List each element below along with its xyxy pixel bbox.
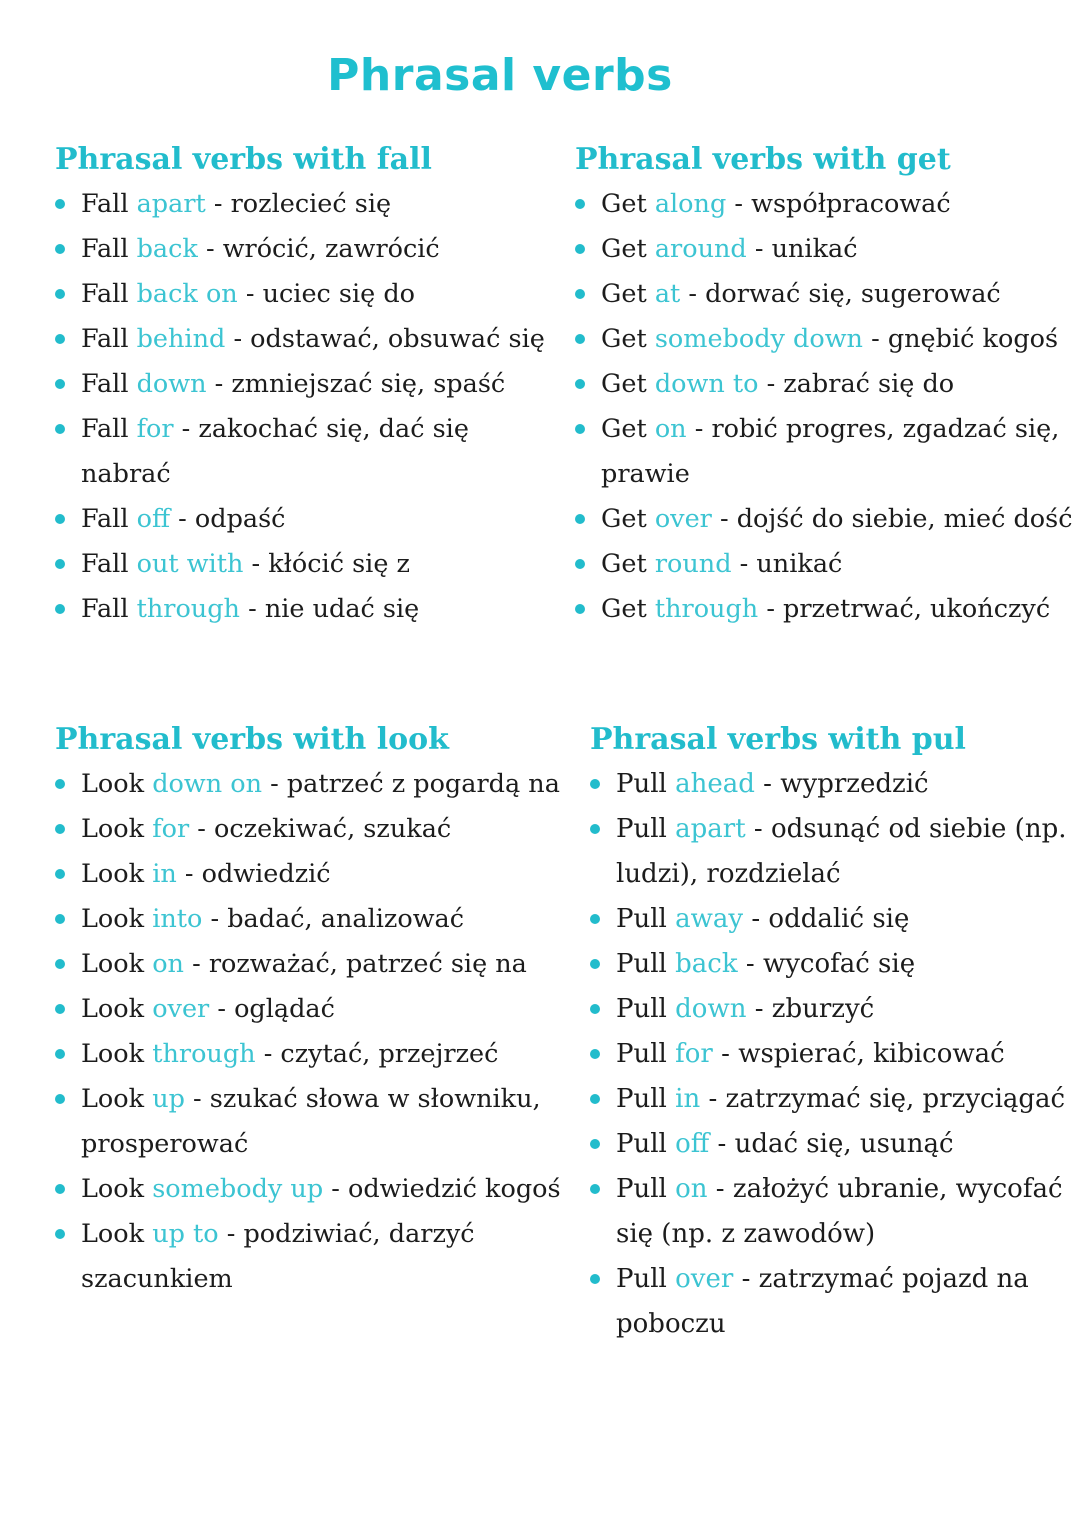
particle-word: away — [675, 904, 744, 934]
polish-meaning: odwiedzić — [201, 859, 331, 889]
verb-word: Fall — [81, 279, 129, 309]
dash-separator: - — [176, 859, 202, 889]
dash-separator: - — [189, 814, 215, 844]
polish-meaning: zatrzymać pojazd na poboczu — [616, 1264, 1029, 1339]
verb-word: Fall — [81, 549, 129, 579]
particle-word: ahead — [675, 769, 755, 799]
list-item — [55, 227, 565, 272]
list-item — [55, 1032, 575, 1077]
polish-meaning: rozważać, patrzeć się na — [208, 949, 527, 979]
dash-separator: - — [262, 769, 287, 799]
verb-word: Look — [81, 904, 145, 934]
dash-separator: - — [255, 1039, 281, 1069]
list-item — [590, 897, 1070, 942]
particle-word: somebody up — [152, 1174, 324, 1204]
list-item — [55, 272, 565, 317]
verb-word: Get — [601, 324, 647, 354]
particle-word: over — [152, 994, 210, 1024]
polish-meaning: uciec się do — [262, 279, 416, 309]
dash-separator: - — [712, 1039, 739, 1069]
verb-word: Get — [601, 234, 647, 264]
list-item — [55, 587, 565, 632]
verb-word: Pull — [616, 1174, 667, 1204]
section-heading-get: Phrasal verbs with get — [575, 142, 951, 177]
section-pull — [590, 720, 1070, 1347]
particle-word: back — [675, 949, 738, 979]
verb-word: Get — [601, 594, 647, 624]
list-item — [590, 762, 1070, 807]
particle-word: through — [654, 594, 759, 624]
dash-separator: - — [173, 414, 199, 444]
verb-word: Pull — [616, 949, 667, 979]
polish-meaning: zatrzymać się, przyciągać — [725, 1084, 1066, 1114]
polish-meaning: dojść do siebie, mieć dość — [736, 504, 1073, 534]
polish-meaning: wspierać, kibicować — [738, 1039, 1005, 1069]
polish-meaning: odpaść — [194, 504, 286, 534]
polish-meaning: podziwiać, darzyć szacunkiem — [81, 1219, 475, 1294]
list-item — [55, 987, 575, 1032]
list-item — [575, 182, 1075, 227]
dash-separator: - — [709, 1129, 735, 1159]
polish-meaning: dorwać się, sugerować — [705, 279, 1001, 309]
particle-word: somebody down — [654, 324, 863, 354]
dash-separator: - — [754, 769, 781, 799]
polish-meaning: zakochać się, dać się nabrać — [81, 414, 469, 489]
list-item — [55, 362, 565, 407]
verb-word: Get — [601, 504, 647, 534]
polish-meaning: oddalić się — [768, 904, 910, 934]
verb-word: Fall — [81, 189, 129, 219]
list-item — [575, 497, 1075, 542]
particle-word: through — [152, 1039, 256, 1069]
verb-word: Fall — [81, 234, 129, 264]
verb-word: Look — [81, 1039, 145, 1069]
verb-word: Get — [601, 414, 647, 444]
verb-word: Look — [81, 1084, 145, 1114]
polish-meaning: rozlecieć się — [230, 189, 392, 219]
list-item — [575, 272, 1075, 317]
dash-separator: - — [746, 234, 772, 264]
dash-separator: - — [239, 594, 265, 624]
particle-word: along — [654, 189, 727, 219]
dash-separator: - — [218, 1219, 244, 1249]
particle-word: off — [136, 504, 171, 534]
polish-meaning: szukać słowa w słowniku, prosperować — [81, 1084, 541, 1159]
polish-meaning: współpracować — [751, 189, 951, 219]
list-item — [55, 542, 565, 587]
list-item — [55, 852, 575, 897]
list-item — [590, 1257, 1070, 1347]
verb-word: Get — [601, 279, 647, 309]
dash-separator: - — [323, 1174, 348, 1204]
particle-word: on — [152, 949, 184, 979]
verb-word: Fall — [81, 504, 129, 534]
polish-meaning: zmniejszać się, spaść — [231, 369, 506, 399]
dash-separator: - — [209, 994, 235, 1024]
phrasal-list-fall — [55, 182, 565, 632]
particle-word: on — [675, 1174, 708, 1204]
polish-meaning: unikać — [756, 549, 843, 579]
particle-word: on — [654, 414, 687, 444]
particle-word: in — [675, 1084, 701, 1114]
phrasal-list-look — [55, 762, 575, 1302]
particle-word: off — [675, 1129, 710, 1159]
dash-separator: - — [700, 1084, 726, 1114]
polish-meaning: przetrwać, ukończyć — [783, 594, 1051, 624]
verb-word: Pull — [616, 1129, 667, 1159]
verb-word: Look — [81, 994, 145, 1024]
particle-word: back — [136, 234, 198, 264]
polish-meaning: czytać, przejrzeć — [280, 1039, 499, 1069]
particle-word: round — [654, 549, 732, 579]
list-item — [55, 1077, 575, 1167]
list-item — [55, 1212, 575, 1302]
dash-separator: - — [743, 904, 769, 934]
polish-meaning: odsunąć od siebie (np. ludzi), rozdzielać — [616, 814, 1067, 889]
particle-word: down — [675, 994, 747, 1024]
list-item — [55, 407, 565, 497]
particle-word: down on — [152, 769, 263, 799]
list-item — [575, 542, 1075, 587]
list-item — [590, 1032, 1070, 1077]
dash-separator: - — [197, 234, 223, 264]
section-heading-look: Phrasal verbs with look — [55, 722, 449, 757]
list-item — [575, 227, 1075, 272]
polish-meaning: gnębić kogoś — [887, 324, 1059, 354]
dash-separator: - — [737, 949, 763, 979]
list-item — [575, 407, 1075, 497]
list-item — [55, 1167, 575, 1212]
list-item — [575, 587, 1075, 632]
list-item — [55, 762, 575, 807]
list-item — [575, 362, 1075, 407]
verb-word: Get — [601, 189, 647, 219]
polish-meaning: robić progres, zgadzać się, prawie — [601, 414, 1060, 489]
dash-separator: - — [745, 814, 771, 844]
dash-separator: - — [243, 549, 269, 579]
polish-meaning: badać, analizować — [227, 904, 465, 934]
dash-separator: - — [733, 1264, 759, 1294]
list-item — [590, 807, 1070, 897]
dash-separator: - — [746, 994, 772, 1024]
particle-word: over — [654, 504, 712, 534]
dash-separator: - — [205, 189, 231, 219]
verb-word: Pull — [616, 769, 667, 799]
list-item — [590, 1122, 1070, 1167]
particle-word: through — [136, 594, 240, 624]
particle-word: for — [136, 414, 174, 444]
polish-meaning: założyć ubranie, wycofać się (np. z zawodów) — [616, 1174, 1063, 1249]
dash-separator: - — [184, 1084, 210, 1114]
phrasal-list-get — [575, 182, 1075, 632]
particle-word: up — [152, 1084, 185, 1114]
particle-word: for — [675, 1039, 713, 1069]
dash-separator: - — [707, 1174, 733, 1204]
section-get — [575, 140, 1075, 632]
polish-meaning: nie udać się — [264, 594, 420, 624]
list-item — [55, 317, 565, 362]
list-item — [55, 942, 575, 987]
dash-separator: - — [237, 279, 263, 309]
polish-meaning: odstawać, obsuwać się — [250, 324, 545, 354]
verb-word: Get — [601, 369, 647, 399]
list-item — [55, 807, 575, 852]
particle-word: down to — [654, 369, 759, 399]
verb-word: Get — [601, 549, 647, 579]
polish-meaning: unikać — [771, 234, 858, 264]
polish-meaning: odwiedzić kogoś — [348, 1174, 561, 1204]
particle-word: back on — [136, 279, 238, 309]
particle-word: over — [675, 1264, 734, 1294]
dash-separator: - — [862, 324, 888, 354]
particle-word: around — [654, 234, 747, 264]
dash-separator: - — [758, 594, 784, 624]
section-fall — [55, 140, 565, 632]
particle-word: behind — [136, 324, 226, 354]
dash-separator: - — [225, 324, 251, 354]
dash-separator: - — [680, 279, 706, 309]
particle-word: for — [152, 814, 190, 844]
dash-separator: - — [170, 504, 195, 534]
verb-word: Pull — [616, 1264, 667, 1294]
phrasal-list-pull — [590, 762, 1070, 1347]
polish-meaning: wrócić, zawrócić — [222, 234, 440, 264]
polish-meaning: wycofać się — [762, 949, 916, 979]
particle-word: up to — [152, 1219, 219, 1249]
dash-separator: - — [686, 414, 712, 444]
list-item — [590, 942, 1070, 987]
polish-meaning: oglądać — [234, 994, 335, 1024]
list-item — [590, 1077, 1070, 1122]
verb-word: Pull — [616, 994, 667, 1024]
particle-word: in — [152, 859, 177, 889]
polish-meaning: oczekiwać, szukać — [214, 814, 452, 844]
verb-word: Fall — [81, 324, 129, 354]
verb-word: Look — [81, 814, 145, 844]
polish-meaning: wyprzedzić — [780, 769, 929, 799]
particle-word: down — [136, 369, 207, 399]
section-look — [55, 720, 575, 1302]
verb-word: Fall — [81, 369, 129, 399]
dash-separator: - — [183, 949, 209, 979]
verb-word: Pull — [616, 814, 667, 844]
list-item — [590, 1167, 1070, 1257]
verb-word: Look — [81, 1219, 145, 1249]
particle-word: out with — [136, 549, 244, 579]
polish-meaning: udać się, usunąć — [734, 1129, 954, 1159]
dash-separator: - — [202, 904, 228, 934]
list-item — [55, 497, 565, 542]
list-item — [590, 987, 1070, 1032]
polish-meaning: patrzeć z pogardą na — [286, 769, 560, 799]
list-item — [575, 317, 1075, 362]
particle-word: at — [654, 279, 681, 309]
particle-word: apart — [675, 814, 746, 844]
page-title: Phrasal verbs — [327, 50, 673, 101]
dash-separator: - — [711, 504, 737, 534]
particle-word: into — [152, 904, 203, 934]
list-item — [55, 182, 565, 227]
verb-word: Look — [81, 1174, 145, 1204]
section-heading-fall: Phrasal verbs with fall — [55, 142, 432, 177]
dash-separator: - — [726, 189, 752, 219]
polish-meaning: zabrać się do — [783, 369, 955, 399]
dash-separator: - — [206, 369, 232, 399]
verb-word: Fall — [81, 414, 129, 444]
list-item — [55, 897, 575, 942]
dash-separator: - — [731, 549, 757, 579]
section-heading-pull: Phrasal verbs with pul — [590, 722, 966, 757]
dash-separator: - — [758, 369, 784, 399]
particle-word: apart — [136, 189, 206, 219]
verb-word: Pull — [616, 1084, 667, 1114]
verb-word: Fall — [81, 594, 129, 624]
verb-word: Pull — [616, 904, 667, 934]
verb-word: Look — [81, 859, 145, 889]
verb-word: Look — [81, 769, 145, 799]
verb-word: Look — [81, 949, 145, 979]
verb-word: Pull — [616, 1039, 667, 1069]
polish-meaning: kłócić się z — [268, 549, 410, 579]
polish-meaning: zburzyć — [771, 994, 875, 1024]
